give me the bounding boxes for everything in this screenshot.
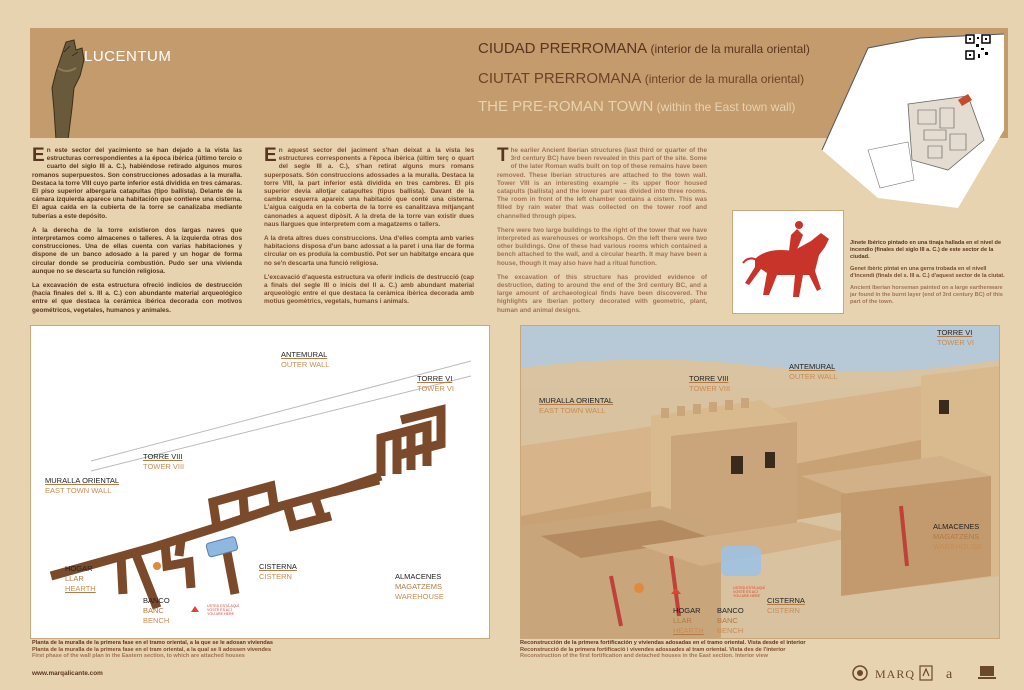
reconstruction-panel — [520, 325, 1000, 639]
recon-label-torre-viii: TORRE VIII TOWER VIII — [689, 374, 731, 393]
caption-en: Ancient Iberian horseman painted on a large earthenware jar found in the burnt layer (end of 3rd century BC) of this part of the town. — [850, 285, 1003, 305]
label-hogar: HOGAR LLAR HEARTH — [65, 564, 96, 593]
label-torre-vi: TORRE VI TOWER VI — [417, 374, 454, 393]
brand-title: LUCENTUM — [84, 48, 172, 65]
you-are-here-marker: USTED ESTÁ AQUÍ VOSTÈ ÉS ACÍ YOU ARE HERE — [207, 604, 240, 617]
label-antemural: ANTEMURAL OUTER WALL — [281, 350, 330, 369]
paragraph: n aquest sector del jaciment s'han deixat a la vista les estructures corresponents a l'època ibèrica (últim terç o quart del segle III a. C.), s'han retirat alguns murs romans superposats. Són construccions adossades a la muralla. Destaca la torre VIII, la part inferior està dividida en tres cambres. El pis superior devia allotjar catapultes (tipus ballista). Davant de la cambra esquerra apareix una habitació que conté una cisterna. L'aigua caiguda en la coberta de la torre es canalitzava mitjançant canonades a aquest dipòsit. A la dreta de la torre van existir dues naus llargues que interpretem com a magatzems o tallers. — [264, 147, 474, 228]
marq-logo: MARQ — [875, 667, 916, 681]
you-are-here-marker: USTED ESTÁ AQUÍ VOSTÈ ÉS ACÍ YOU ARE HERE — [733, 586, 766, 599]
label-banco: BANCO BANC BENCH — [143, 596, 170, 625]
recon-label-cisterna: CISTERNA CISTERN — [767, 596, 805, 615]
recon-caption: Reconstrucción de la primera fortificación y viviendas adosadas en el tramo oriental. Vista desde el interior Reconstrucció de la primera fortificació i vivendes adossades al tram oriental. Vista des de l'interior Reconstruction of the first fortification and detached houses in the East section. Interior view — [520, 640, 806, 660]
svg-text:a: a — [946, 667, 953, 682]
caption-es: Jinete Ibérico pintado en una tinaja hallada en el nivel de incendio (finales del siglo III a. C.) de este sector de la ciudad. — [850, 240, 1002, 260]
title-en: THE PRE-ROMAN TOWN (within the East town wall) — [478, 98, 796, 115]
fundacion-logo — [918, 664, 934, 682]
title-ca: CIUTAT PRERROMANA (interior de la muralla oriental) — [478, 70, 805, 87]
caption-ca: Genet ibèric pintat en una gerra trobada en el nivell d'incendi (finals del s. III a. C.) d'aquest sector de la ciutat. — [850, 266, 1005, 279]
arqueologia-logo — [976, 664, 998, 682]
paragraph: La excavación de esta estructura ofreció indicios de destrucción (hacia finales del s. III a. C.) con abundante material arqueológico entre el que destaca la cerámica ibérica decorada con motivos geométricos, vegetales, humanos y animales. — [32, 282, 242, 314]
recon-label-almacenes: ALMACENES MAGATZENS WAREHOUSE — [933, 522, 982, 551]
text-column-en — [497, 147, 707, 321]
paragraph: A la derecha de la torre existieron dos largas naves que interpretamos como almacenes o talleres. A la izquierda otras dos construcciones. Una de ellas cuenta con varias habitaciones y dispone de un banco adosado a la pared y un hogar de forma circular donde se produciría combustión. Pudo ser una vivienda aunque no se descarta su función religiosa. — [32, 226, 242, 275]
paragraph: n este sector del yacimiento se han dejado a la vista las estructuras correspondientes a la época ibérica (último tercio o cuarto del siglo III a. C.), habiéndose retirado algunos muros romanos superpuestos. Son construcciones adosadas a la muralla. Destaca la torre VIII cuyo parte inferior está dividida en tres cámaras. El piso superior albergaría catapultas (tipo ballista). Delante de la cámara izquierda aparece una habitación que contiene una cisterna. El agua caída en la cubierta de la torre se canalizaba mediante tuberías a este depósito. — [32, 147, 242, 220]
drop-cap: E — [32, 145, 45, 166]
label-torre-viii: TORRE VIII TOWER VIII — [143, 452, 185, 471]
label-almacenes: ALMACENES MAGATZEMS WAREHOUSE — [395, 572, 444, 601]
paragraph: The excavation of this structure has provided evidence of destruction, dating to around the end of the 3rd century BC, and a large amount of archaeological finds have been discovered. The highlights are Iberian pottery decorated with geometric, plant, human and animal designs. — [497, 273, 707, 314]
text-column-es — [32, 147, 242, 321]
diputacion-logo — [850, 664, 870, 682]
text-column-ca — [264, 147, 474, 313]
label-muralla-oriental: MURALLA ORIENTAL EAST TOWN WALL — [45, 476, 120, 495]
recon-label-antemural: ANTEMURAL OUTER WALL — [789, 362, 838, 381]
recon-label-muralla: MURALLA ORIENTAL EAST TOWN WALL — [539, 396, 614, 415]
ajuntament-logo — [944, 664, 966, 682]
plan-caption: Planta de la muralla de la primera fase en el tramo oriental, a la que se le adosan viviendas Planta de la muralla de la primera fase en el tram oriental, a la qual se li adossen vivendes First phase of the wall plan in the Eastern section, to which are attached houses — [32, 640, 273, 660]
recon-label-hogar: HOGAR LLAR HEARTH — [673, 606, 704, 635]
drop-cap: T — [497, 145, 509, 166]
horseman-caption — [850, 240, 1010, 311]
paragraph: There were two large buildings to the right of the tower that we have interpreted as warehouses or workshops. On the left there were two other buildings. One of these had various rooms which contained a bench attached to the wall, and a circular hearth. It may have been a house, though it may also have had a ritual function. — [497, 226, 707, 267]
bronze-hand-logo — [30, 28, 150, 138]
paragraph: he earlier Ancient Iberian structures (last third or quarter of the 3rd century BC) have been revealed in this part of the site. Some of the later Roman walls built on top of these remains have been removed. These Iberian structures are attached to the town wall. Tower VIII is an interesting example – its upper floor housed catapults (ballista) and the lower part was divided into three rooms. The room in front of the left chamber contains a cistern. This was filled by rain water that was collected on the tower roof and channelled through pipes. — [497, 147, 707, 220]
website-link[interactable]: www.marqalicante.com — [32, 670, 103, 677]
label-cisterna: CISTERNA CISTERN — [259, 562, 297, 581]
drop-cap: E — [264, 145, 277, 166]
qr-code[interactable] — [965, 34, 991, 60]
title-es: CIUDAD PRERROMANA (interior de la muralla oriental) — [478, 40, 810, 57]
paragraph: L'excavació d'aquesta estructura va oferir indicis de destrucció (cap a finals del segle III o inicis del II a. C.) amb abundant material arqueològic entre el que destaca la ceràmica ibèrica decorada amb motius geomètrics, vegetals, humans i animals. — [264, 273, 474, 306]
wall-plan-panel — [30, 325, 490, 639]
recon-label-banco: BANCO BANC BENCH — [717, 606, 744, 635]
horseman-painting — [732, 210, 844, 314]
paragraph: A la dreta altres dues construccions. Una d'elles compta amb varies habitacions disposa d'un banc adossat a la paret i una llar de forma circular on es produïa la combustió. Pot ser un habitatge encara que no se'n descarta una funció religiosa. — [264, 235, 474, 267]
recon-label-torre-vi: TORRE VI TOWER VI — [937, 328, 974, 347]
